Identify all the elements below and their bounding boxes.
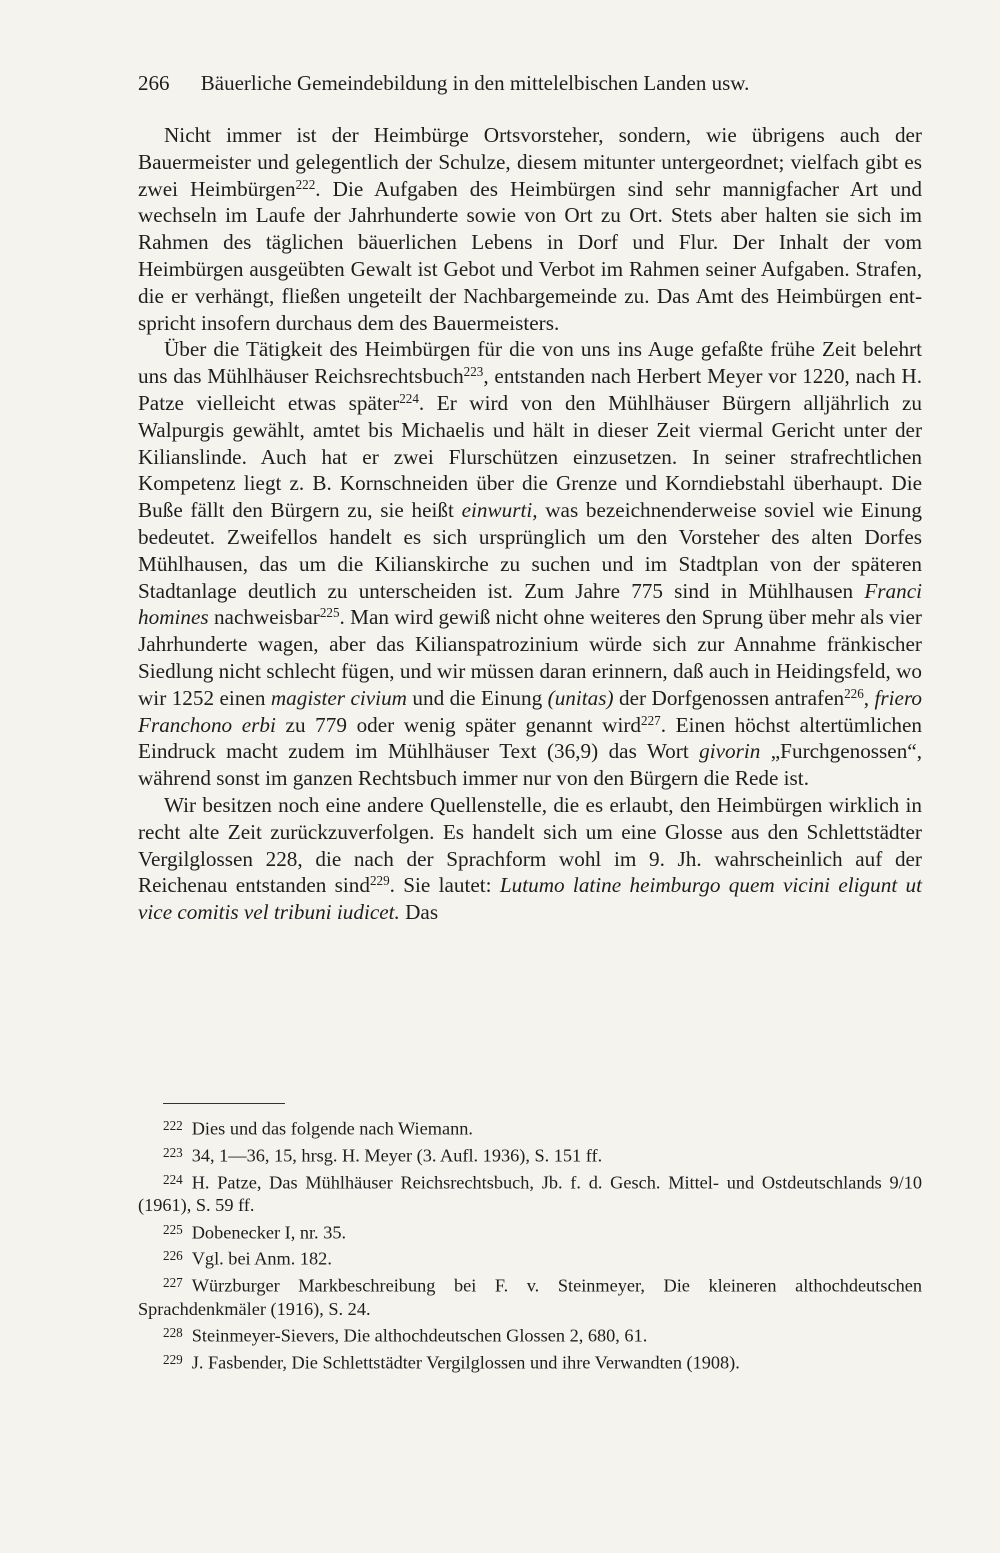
footnote-ref: 225 bbox=[319, 605, 340, 621]
italic-term: friero Franchono erbi bbox=[138, 685, 922, 737]
footnote-ref: 223 bbox=[463, 363, 484, 379]
footnote-number: 225 bbox=[163, 1221, 183, 1237]
footnote-number: 229 bbox=[163, 1352, 183, 1368]
text-run: zu 779 oder wenig später genannt wird bbox=[275, 712, 642, 737]
page-number: 266 bbox=[138, 71, 170, 95]
footnote-text: Steinmeyer-Sievers, Die althochdeutschen Glossen 2, 680, 61. bbox=[191, 1325, 648, 1346]
footnote bbox=[138, 1114, 922, 1141]
footnote bbox=[138, 1218, 922, 1245]
running-title: Bäuerliche Gemeindebildung in den mittelelbischen Landen usw. bbox=[200, 71, 750, 95]
footnote-text: Dies und das folgende nach Wiemann. bbox=[191, 1118, 473, 1139]
footnote bbox=[138, 1321, 922, 1348]
italic-term: Franci homines bbox=[138, 578, 922, 630]
footnote-number: 226 bbox=[163, 1248, 183, 1264]
text-run: , entstanden nach Herbert Meyer vor 1220, nach H. Patze vielleicht etwas später bbox=[138, 364, 923, 415]
footnote-number: 227 bbox=[163, 1275, 183, 1291]
footnote bbox=[138, 1168, 922, 1218]
text-run: . Die Aufgaben des Heimbürgen sind sehr mannigfacher Art und wechseln im Laufe der Jahrhunderte sowie von Ort zu Ort. Stets aber halten sie sich im Rahmen des täglichen bäuerlichen Lebens in Dorf und Flur. Der Inhalt der vom Heimbürgen ausgeübten Gewalt ist Gebot und Verbot im Rahmen seiner Aufgaben. Strafen, die er verhängt, fließen ungeteilt der Nachbargemeinde zu. Das Amt des Heimbürgen entspricht insofern durchaus dem des Bauermeisters. bbox=[138, 176, 922, 335]
footnote-ref: 226 bbox=[844, 685, 864, 701]
text-run: „Furchgenossen“, während sonst im ganzen Rechtsbuch immer nur von den Bürgern die Rede ist. bbox=[138, 739, 922, 791]
paragraph bbox=[138, 336, 922, 792]
footnote bbox=[138, 1141, 922, 1168]
italic-term: Lutumo latine heimburgo quem vicini eligunt ut vice comitis vel tribuni iudicet. bbox=[138, 873, 922, 925]
italic-term: (unitas) bbox=[547, 685, 614, 710]
italic-term: givorin bbox=[699, 739, 761, 764]
text-run: Das bbox=[399, 900, 439, 925]
italic-term: einwurti, bbox=[461, 498, 538, 523]
footnote-number: 223 bbox=[163, 1144, 183, 1160]
footnote-number: 224 bbox=[163, 1171, 183, 1187]
footnote-text: Dobenecker I, nr. 35. bbox=[191, 1222, 347, 1243]
text-run: und die Einung bbox=[406, 685, 548, 710]
footnote bbox=[138, 1348, 922, 1375]
text-run: Nicht immer ist der Heimbürge Ortsvorsteher, sondern, wie übrigens auch der Bauermeister und gelegentlich der Schulze, diesem mitunter untergeordnet; vielfach gibt es zwei Heimbürgen bbox=[138, 123, 922, 201]
text-run: . Man wird gewiß nicht ohne weiteres den Sprung über mehr als vier Jahrhunderte wagen, aber das Kilianspatrozinium würde sich zur Annahme fränkischer Siedlung nicht schlecht fügen, und wir müssen daran erinnern, daß auch in Heidingsfeld, wo wir 1252 einen bbox=[138, 605, 922, 710]
footnote-ref: 227 bbox=[641, 712, 661, 728]
footnote-ref: 229 bbox=[369, 873, 390, 889]
text-run: . Sie lautet: bbox=[389, 873, 500, 898]
footnote-text: 34, 1—36, 15, hrsg. H. Meyer (3. Aufl. 1936), S. 151 ff. bbox=[191, 1145, 603, 1166]
footnote-ref: 224 bbox=[399, 390, 419, 406]
footnote-text: H. Patze, Das Mühlhäuser Reichsrechtsbuch, Jb. f. d. Gesch. Mittel- und Ostdeutschlands 9/10 (1961), S. 59 ff. bbox=[138, 1172, 922, 1216]
footnote-number: 228 bbox=[163, 1325, 183, 1341]
text-run: Über die Tätigkeit des Heimbürgen für die von uns ins Auge gefaßte frühe Zeit belehrt uns das Mühlhäuser Reichsrechtsbuch bbox=[138, 337, 922, 389]
footnote-text: J. Fasbender, Die Schlettstädter Vergilglossen und ihre Verwandten (1908). bbox=[191, 1352, 740, 1373]
text-run: was bezeichnenderweise soviel wie Einung bedeutet. Zweifellos handelt es sich ursprünglich um den Vorsteher des alten Dorfes Mühlhausen, das um die Kilianskirche zu suchen und im Stadtplan von der späteren Stadtanlage deutlich zu unterscheiden ist. Zum Jahre 775 sind in Mühlhausen bbox=[138, 498, 922, 603]
footnotes bbox=[138, 1114, 922, 1375]
footnote-separator bbox=[163, 1103, 285, 1104]
footnote bbox=[138, 1271, 922, 1321]
footnote-text: Würzburger Markbeschreibung bei F. v. Steinmeyer, Die kleineren althochdeutschen Sprachdenkmäler (1916), S. 24. bbox=[138, 1275, 922, 1320]
footnote-text: Vgl. bei Anm. 182. bbox=[191, 1249, 332, 1270]
running-header bbox=[138, 71, 749, 96]
footnote-number: 222 bbox=[163, 1118, 183, 1133]
text-run: . Er wird von den Mühlhäuser Bürgern alljährlich zu Walpurgis gewählt, amtet bis Michaelis und hält in dieser Zeit viermal Gericht unter der Kilianslinde. Auch hat er zwei Flurschützen einzusetzen. In seiner strafrechtlichen Kompetenz liegt z. B. Kornschneiden über die Grenze und Korndiebstahl überhaupt. Die Buße fällt den Bürgern zu, sie heißt bbox=[138, 390, 922, 523]
text-run: nachweisbar bbox=[208, 605, 320, 630]
footnote-ref: 222 bbox=[295, 176, 316, 192]
text-run: der Dorfgenossen antrafen bbox=[613, 685, 845, 710]
paragraph bbox=[138, 122, 922, 336]
footnote bbox=[138, 1244, 922, 1271]
text-run: . Einen höchst altertümlichen Eindruck macht zudem im Mühlhäuser Text (36,9) das Wort bbox=[138, 712, 923, 764]
text-run: Wir besitzen noch eine andere Quellenstelle, die es erlaubt, den Heimbürgen wirklich in recht alte Zeit zurückzuverfolgen. Es handelt sich um eine Glosse aus den Schlettstädter Vergilglossen 228, die nach der Sprachform wohl im 9. Jh. wahrscheinlich auf der Reichenau entstanden sind bbox=[138, 792, 922, 898]
text-run: , bbox=[863, 685, 875, 710]
italic-term: magister civium bbox=[270, 685, 407, 710]
main-text bbox=[138, 122, 922, 926]
paragraph bbox=[138, 792, 922, 926]
